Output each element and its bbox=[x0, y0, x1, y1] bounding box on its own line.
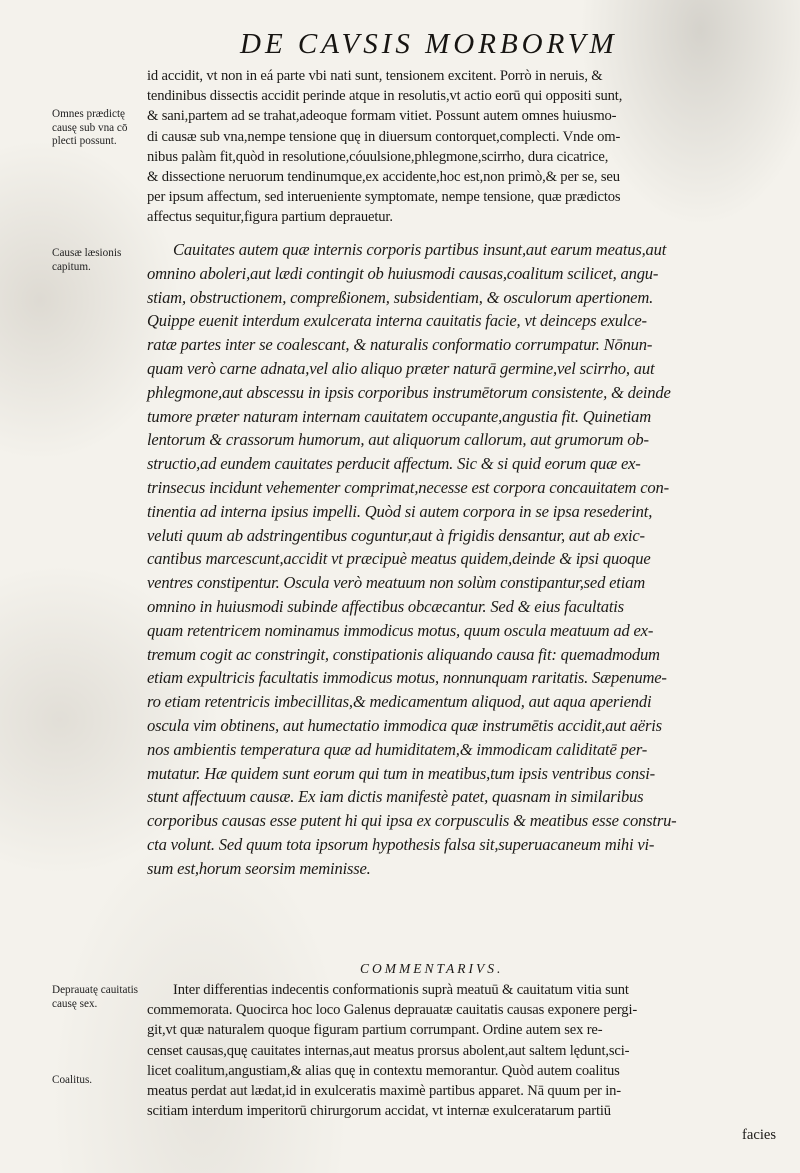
text-line: ro etiam retentricis imbecillitas,& medicamentum aliquod, aut aqua aperiendi bbox=[147, 692, 652, 712]
text-line: etiam expultricis facultatis immodicus motus, nonnunquam raritatis. Sæpenume- bbox=[147, 668, 667, 688]
margin-note-deprauatae-cauitatis: Deprauatę cauitatis causę sex. bbox=[52, 984, 139, 1010]
text-line: stunt affectuum causæ. Ex iam dictis manifestè patet, quasnam in similaribus bbox=[147, 787, 644, 807]
margin-note-causae-laesionis: Causæ læsionis capitum. bbox=[52, 247, 122, 273]
text-line: id accidit, vt non in eá parte vbi nati sunt, tensionem excitent. Porrò in neruis, & bbox=[147, 68, 603, 84]
text-line: structio,ad eundem cauitates perducit affectum. Sic & si quid eorum quæ ex- bbox=[147, 454, 641, 474]
text-line: commemorata. Quocirca hoc loco Galenus deprauatæ cauitatis causas exponere pergi- bbox=[147, 1002, 638, 1019]
text-line: per ipsum affectum, sed interueniente symptomate, nempe tensione, quæ prædictos bbox=[147, 189, 621, 206]
text-line: trinsecus incidunt vehementer comprimat,necesse est corpora concauitatem con- bbox=[147, 477, 669, 497]
text-line: tinentia ad interna ipsius impelli. Quòd si autem corpora in se ipsa resederint, bbox=[147, 501, 653, 521]
text-line: nibus palàm fit,quòd in resolutione,cóuulsione,phlegmone,scirrho, dura cicatrice, bbox=[147, 148, 609, 165]
text-line: omnino aboleri,aut lædi contingit ob huiusmodi causas,coalitum scilicet, angu- bbox=[147, 263, 659, 283]
text-line: tumore præter naturam internam cauitatem occupante,angustia fit. Quinetiam bbox=[147, 406, 652, 426]
catchword: facies bbox=[742, 1127, 777, 1143]
text-line: omnino in huiusmodi subinde affectibus obcæcantur. Sed & eius facultatis bbox=[147, 596, 624, 616]
margin-note-causae-complecti: Omnes prædictę causę sub vna cō plecti possunt. bbox=[52, 108, 128, 147]
text-line: quam retentricem nominamus immodicus motus, quum oscula meatuum ad ex- bbox=[147, 620, 654, 640]
text-line: licet coalitum,angustiam,& alias quę in contextu memorantur. Quòd autem coalitus bbox=[147, 1062, 620, 1079]
text-line: stiam, obstructionem, compreßionem, subsidentiam, & osculorum apertionem. bbox=[147, 287, 654, 307]
text-line: corporibus causas esse putent hi qui ipsa ex corpusculis & meatibus esse constru- bbox=[147, 811, 677, 831]
paragraph-2 bbox=[147, 238, 777, 881]
running-header: DE CAVSIS MORBORVM bbox=[240, 28, 618, 60]
text-line: Inter differentias indecentis conformationis suprà meatuū & cauitatum vitia sunt bbox=[173, 982, 629, 998]
margin-note-coalitus: Coalitus. bbox=[52, 1074, 93, 1086]
text-line: di causæ sub vna,nempe tensione quę in diuersum contorquet,complecti. Vnde om- bbox=[147, 128, 621, 145]
paragraph-3 bbox=[147, 980, 777, 1121]
text-line: & dissectione neruorum tendinumque,ex accidente,hoc est,non primò,& per se, seu bbox=[147, 169, 620, 186]
text-line: tendinibus dissectis accidit perinde atque in resolutis,vt actio eorū qui oppositi sunt, bbox=[147, 88, 623, 105]
text-line: sum est,horum seorsim meminisse. bbox=[147, 858, 371, 878]
text-line: mutatur. Hæ quidem sunt eorum qui tum in meatibus,tum ipsis ventribus consi- bbox=[147, 763, 655, 783]
text-line: oscula vim obtinens, aut humectatio immodica quæ instrumētis accidit,aut aëris bbox=[147, 715, 662, 735]
text-line: cta volunt. Sed quum tota ipsorum hypothesis falsa sit,superuacaneum mihi vi- bbox=[147, 834, 655, 854]
text-line: meatus perdat aut lædat,id in exulceratis maximè partibus apparet. Nā quum per in- bbox=[147, 1083, 622, 1100]
text-line: cantibus marcescunt,accidit vt præcipuè meatus quidem,deinde & ipsi quoque bbox=[147, 549, 651, 569]
text-line: veluti quum ab adstringentibus coguntur,aut à frigidis densantur, aut ab exic- bbox=[147, 525, 645, 545]
text-line: git,vt quæ naturalem quoque figuram partium corrumpant. Ordine autem sex re- bbox=[147, 1022, 603, 1039]
text-line: tremum cogit ac constringit, constipationis aliquando causa fit: quemadmodum bbox=[147, 644, 660, 664]
text-line: phlegmone,aut abscessu in ipsis corporibus instrumētorum consistente, & deinde bbox=[147, 382, 671, 402]
text-line: lentorum & crassorum humorum, aut aliquorum callorum, aut grumorum ob- bbox=[147, 430, 649, 450]
text-line: quam verò carne adnata,vel alio aliquo præter naturā germine,vel scirrho, aut bbox=[147, 358, 655, 378]
text-line: scitiam interdum imperitorū chirurgorum accidat, vt internæ exulceratarum partiū bbox=[147, 1103, 611, 1120]
paragraph-1 bbox=[147, 66, 777, 228]
text-line: & sani,partem ad se trahat,adeoque formam vitiet. Possunt autem omnes huiusmo- bbox=[147, 108, 617, 125]
text-line: affectus sequitur,figura partium deprauetur. bbox=[147, 209, 393, 226]
text-line: Cauitates autem quæ internis corporis partibus insunt,aut earum meatus,aut bbox=[173, 240, 667, 259]
text-line: Quippe euenit interdum exulcerata interna cauitatis facie, vt deinceps exulce- bbox=[147, 311, 647, 331]
text-line: ventres constipentur. Oscula verò meatuum non solùm constipantur,sed etiam bbox=[147, 573, 646, 593]
commentary-heading: COMMENTARIVS. bbox=[360, 961, 504, 976]
text-line: ratæ partes inter se coalescant, & naturalis conformatio corrumpatur. Nōnun- bbox=[147, 335, 653, 355]
text-line: nos ambientis temperatura quæ ad humiditatem,& immodicam caliditatē per- bbox=[147, 739, 648, 759]
text-line: censet causas,quę cauitates internas,aut meatus prorsus abolent,aut saltem lędunt,sci- bbox=[147, 1042, 630, 1059]
